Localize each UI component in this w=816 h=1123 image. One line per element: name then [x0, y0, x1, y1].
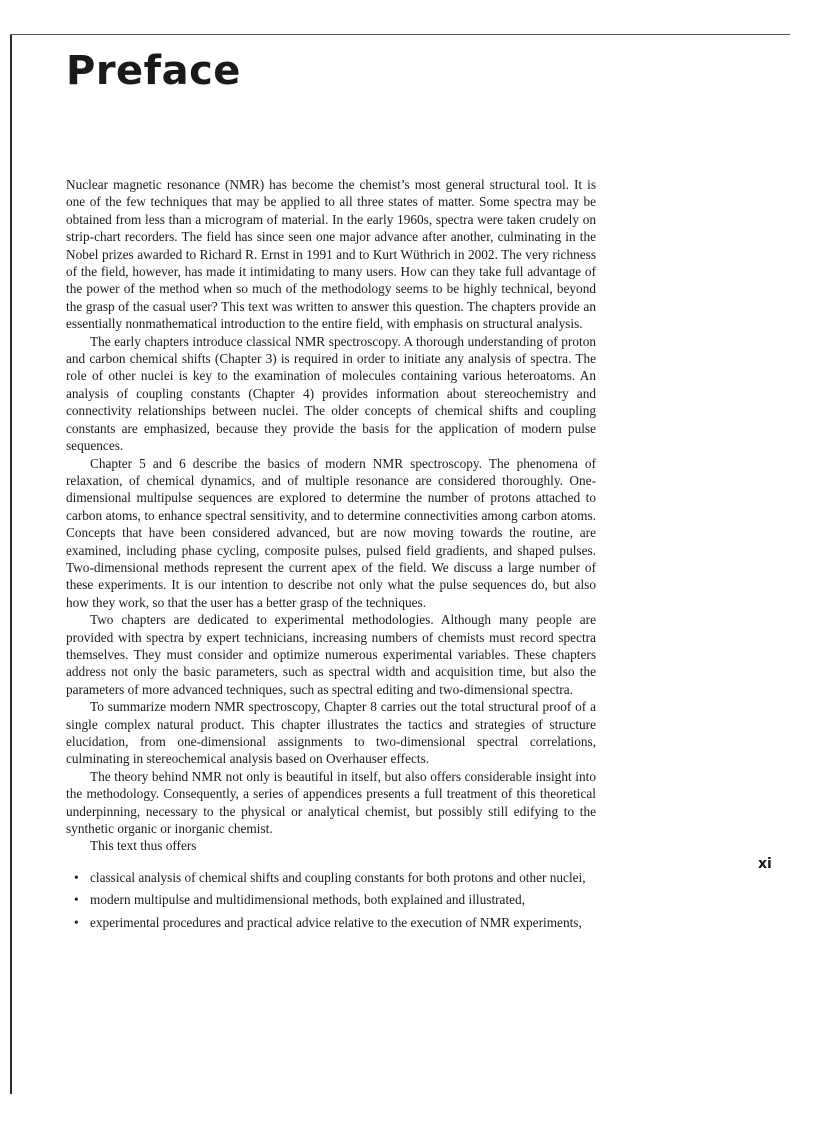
bullet-dot: • — [74, 892, 79, 908]
offers-list — [66, 869, 596, 931]
offers-intro: This text thus offers — [90, 838, 197, 854]
list-item-text: classical analysis of chemical shifts and coupling constants for both protons and other nuclei, — [90, 869, 586, 885]
paragraph-6: The theory behind NMR not only is beautiful in itself, but also offers considerable insight into the methodology. Consequently, a series of appendices presents a full treatment of this theoretical underpinning, necessary to the physical or analytical chemist, but possibly still edifying to the synthetic organic or inorganic chemist. — [66, 768, 596, 837]
list-item-text: experimental procedures and practical advice relative to the execution of NMR experiments, — [90, 914, 582, 930]
top-rule — [10, 34, 790, 35]
list-item — [66, 869, 596, 886]
list-item-text: modern multipulse and multidimensional methods, both explained and illustrated, — [90, 892, 526, 908]
page-number: xi — [758, 856, 772, 872]
paragraph-3: Chapter 5 and 6 describe the basics of modern NMR spectroscopy. The phenomena of relaxation, of chemical dynamics, and of multiple resonance are considered thoroughly. One-dimensional multipulse sequences are explored to determine the number of protons attached to carbon atoms, to enhance spectral sensitivity, and to determine connectivities among carbon atoms. Concepts that have been considered advanced, but are now moving towards the routine, are examined, including phase cycling, composite pulses, pulsed field gradients, and shaped pulses. Two-dimensional methods represent the current apex of the field. We discuss a large number of these experiments. It is our intention to describe not only what the pulse sequences do, but also how they work, so that the user has a better grasp of the techniques. — [66, 455, 596, 610]
bullet-dot: • — [74, 914, 79, 930]
paragraph-2: The early chapters introduce classical NMR spectroscopy. A thorough understanding of proton and carbon chemical shifts (Chapter 3) is required in order to initiate any analysis of spectra. The role of other nuclei is key to the examination of molecules containing various heteroatoms. An analysis of coupling constants (Chapter 4) provides information about stereochemistry and connectivity relationships between nuclei. The older concepts of chemical shifts and coupling constants are emphasized, because they provide the basis for the application of modern pulse sequences. — [66, 333, 596, 454]
page-title: Preface — [66, 48, 241, 94]
paragraph-4: Two chapters are dedicated to experimental methodologies. Although many people are provided with spectra by expert technicians, increasing numbers of chemists must record spectra themselves. They must consider and optimize numerous experimental variables. These chapters address not only the basic parameters, such as spectral width and acquisition time, but also the parameters of more advanced techniques, such as spectral editing and two-dimensional spectra. — [66, 612, 596, 697]
left-margin-rule — [10, 34, 12, 1094]
preface-body — [66, 176, 596, 936]
list-item — [66, 891, 596, 908]
bullet-dot: • — [74, 869, 79, 885]
list-item — [66, 914, 596, 931]
paragraph-5: To summarize modern NMR spectroscopy, Chapter 8 carries out the total structural proof of a single complex natural product. This chapter illustrates the tactics and strategies of structure elucidation, from one-dimensional assignments to two-dimensional spectral correlations, culminating in stereochemical analysis based on Overhauser effects. — [66, 699, 596, 767]
paragraph-1: Nuclear magnetic resonance (NMR) has become the chemist’s most general structural tool. It is one of the few techniques that may be applied to all three states of matter. Some spectra may be obtained from less than a microgram of material. In the early 1960s, spectra were taken crudely on strip-chart recorders. The field has since seen one major advance after another, culminating in the Nobel prizes awarded to Richard R. Ernst in 1991 and to Kurt Wüthrich in 2002. The very richness of the field, however, has made it intimidating to many users. How can they take full advantage of the power of the method when so much of the methodology seems to be highly technical, beyond the grasp of the casual user? This text was written to answer this question. The chapters provide an essentially nonmathematical introduction to the entire field, with emphasis on structural analysis. — [66, 177, 596, 332]
